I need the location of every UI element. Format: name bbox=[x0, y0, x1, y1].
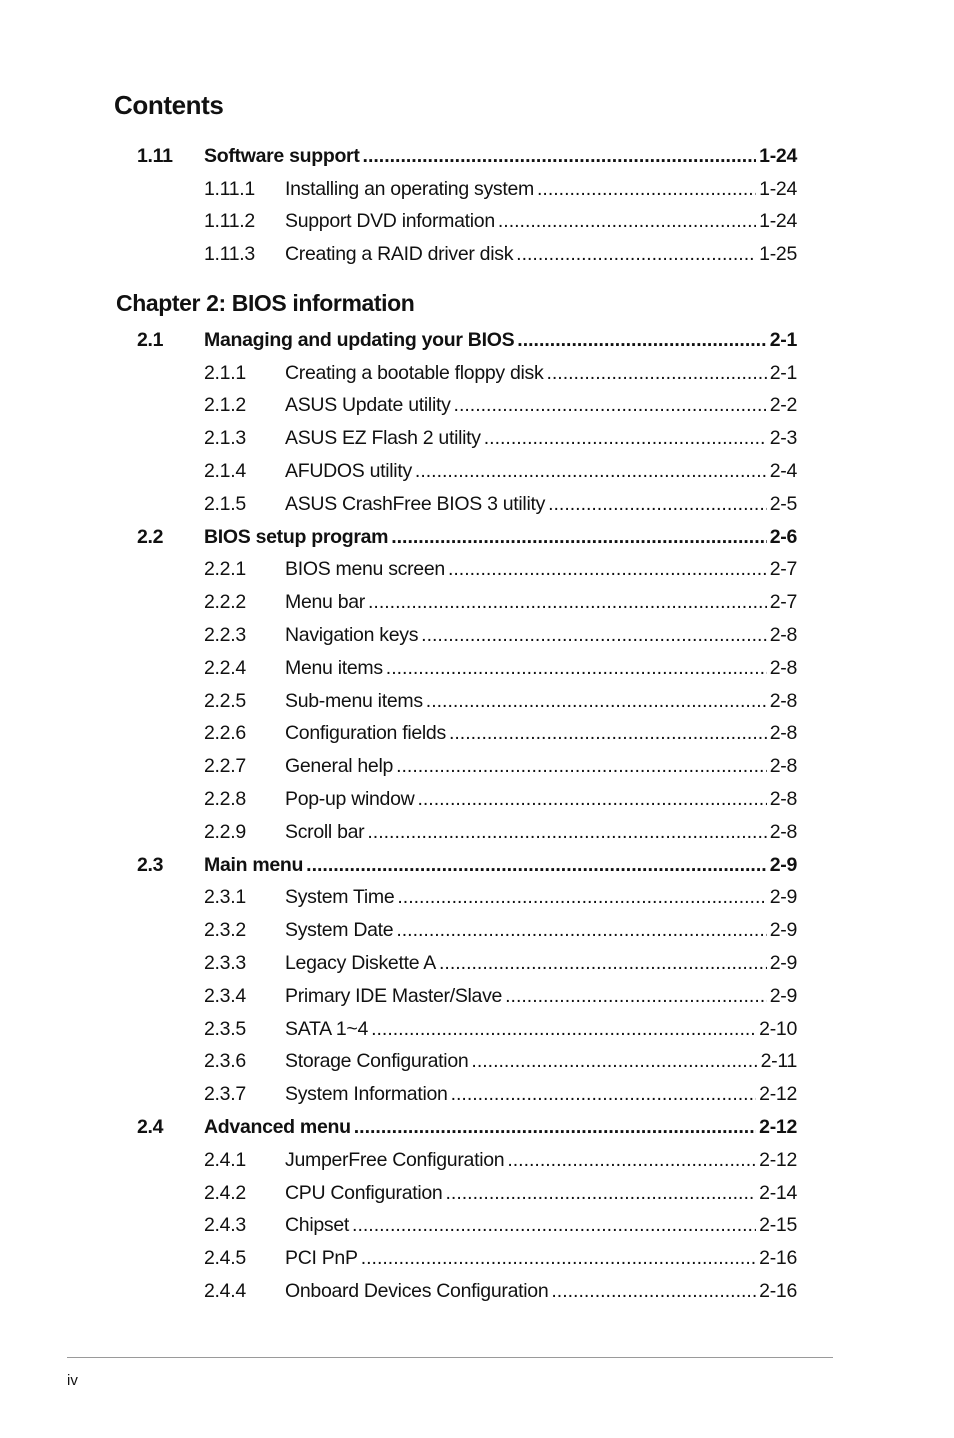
toc-entry-title: General help bbox=[285, 755, 394, 778]
toc-subsection-entry[interactable] bbox=[137, 390, 797, 423]
toc-entry-page: 2-8 bbox=[769, 624, 797, 647]
toc-subsection-entry[interactable] bbox=[137, 554, 797, 587]
toc-entry-page: 2-14 bbox=[759, 1181, 797, 1204]
toc-entry-number: 2.4.3 bbox=[204, 1214, 246, 1237]
toc-entry-page: 2-10 bbox=[759, 1017, 797, 1040]
dot-leader bbox=[454, 394, 767, 417]
dot-leader bbox=[391, 526, 766, 549]
toc-subsection-entry[interactable] bbox=[137, 1013, 797, 1046]
toc-entry-title: Configuration fields bbox=[285, 722, 446, 745]
dot-leader bbox=[498, 210, 756, 233]
toc-entry-title: Scroll bar bbox=[285, 820, 365, 843]
toc-entry-title: JumperFree Configuration bbox=[285, 1148, 505, 1171]
toc-entry-number: 2.1.1 bbox=[204, 361, 246, 384]
toc-entry-page: 2-8 bbox=[769, 820, 797, 843]
toc-entry-page: 2-8 bbox=[769, 755, 797, 778]
dot-leader bbox=[449, 722, 767, 745]
dot-leader bbox=[505, 985, 767, 1008]
toc-entry-page: 2-12 bbox=[759, 1083, 797, 1106]
toc-entry-page: 2-9 bbox=[769, 886, 797, 909]
dot-leader bbox=[471, 1050, 757, 1073]
chapter-heading: Chapter 2: BIOS information bbox=[116, 290, 415, 316]
toc-subsection-entry[interactable] bbox=[137, 586, 797, 619]
toc-entry-page: 2-2 bbox=[769, 394, 797, 417]
toc-subsection-entry[interactable] bbox=[137, 1046, 797, 1079]
toc-entry-page: 2-12 bbox=[759, 1148, 797, 1171]
toc-section-entry[interactable] bbox=[137, 849, 797, 882]
footer-divider bbox=[67, 1357, 833, 1358]
toc-entry-title: Managing and updating your BIOS bbox=[204, 328, 515, 351]
toc-entry-title: System Time bbox=[285, 886, 395, 909]
toc-entry-page: 2-3 bbox=[769, 427, 797, 450]
toc-subsection-entry[interactable] bbox=[137, 783, 797, 816]
toc-entry-number: 1.11 bbox=[137, 144, 173, 167]
toc-subsection-entry[interactable] bbox=[137, 718, 797, 751]
dot-leader bbox=[397, 886, 766, 909]
toc-subsection-entry[interactable] bbox=[137, 173, 797, 206]
toc-entry-page: 2-12 bbox=[759, 1116, 797, 1139]
toc-chapter-2 bbox=[137, 324, 797, 1308]
toc-entry-page: 2-16 bbox=[759, 1280, 797, 1302]
toc-entry-title: AFUDOS utility bbox=[285, 460, 412, 483]
toc-entry-title: Software support bbox=[204, 144, 360, 167]
toc-entry-title: Advanced menu bbox=[204, 1116, 351, 1139]
toc-entry-title: ASUS EZ Flash 2 utility bbox=[285, 427, 481, 450]
dot-leader bbox=[548, 493, 767, 516]
toc-entry-page: 2-9 bbox=[769, 919, 797, 942]
page-title: Contents bbox=[114, 90, 224, 120]
toc-subsection-entry[interactable] bbox=[137, 1275, 797, 1308]
dot-leader bbox=[361, 1247, 756, 1270]
toc-entry-page: 1-24 bbox=[759, 177, 797, 200]
toc-entry-title: BIOS menu screen bbox=[285, 558, 445, 581]
toc-entry-page: 1-25 bbox=[759, 243, 797, 266]
toc-entry-page: 2-1 bbox=[769, 328, 797, 351]
toc-entry-page: 2-8 bbox=[769, 788, 797, 811]
dot-leader bbox=[417, 788, 766, 811]
toc-entry-page: 2-9 bbox=[769, 984, 797, 1007]
toc-section-entry[interactable] bbox=[137, 1111, 797, 1144]
toc-entry-page: 2-15 bbox=[759, 1214, 797, 1237]
toc-entry-number: 2.2 bbox=[137, 525, 164, 548]
toc-entry-number: 2.2.7 bbox=[204, 755, 246, 778]
toc-entry-number: 2.3.6 bbox=[204, 1050, 246, 1073]
toc-entry-number: 2.4.5 bbox=[204, 1247, 246, 1270]
toc-entry-page: 2-1 bbox=[769, 361, 797, 384]
dot-leader bbox=[537, 178, 756, 201]
toc-entry-title: Navigation keys bbox=[285, 624, 419, 647]
dot-leader bbox=[451, 1083, 757, 1106]
toc-section-entry[interactable] bbox=[137, 521, 797, 554]
page-number: iv bbox=[67, 1372, 78, 1389]
toc-entry-number: 2.2.1 bbox=[204, 558, 246, 581]
toc-entry-number: 2.2.9 bbox=[204, 820, 246, 843]
toc-entry-number: 2.1.4 bbox=[204, 460, 246, 483]
dot-leader bbox=[517, 329, 766, 352]
toc-entry-number: 2.3.4 bbox=[204, 984, 246, 1007]
dot-leader bbox=[415, 460, 767, 483]
dot-leader bbox=[445, 1182, 756, 1205]
toc-entry-number: 2.1.3 bbox=[204, 427, 246, 450]
dot-leader bbox=[421, 624, 767, 647]
toc-entry-number: 2.3.7 bbox=[204, 1083, 246, 1106]
dot-leader bbox=[396, 755, 767, 778]
toc-entry-number: 2.4.4 bbox=[204, 1280, 246, 1302]
dot-leader bbox=[352, 1214, 756, 1237]
toc-subsection-entry[interactable] bbox=[137, 816, 797, 849]
toc-entry-number: 2.2.6 bbox=[204, 722, 246, 745]
toc-entry-number: 2.2.5 bbox=[204, 689, 246, 712]
dot-leader bbox=[484, 427, 767, 450]
toc-entry-title: Main menu bbox=[204, 853, 304, 876]
toc-entry-title: System Information bbox=[285, 1083, 448, 1106]
toc-entry-number: 2.3.5 bbox=[204, 1017, 246, 1040]
dot-leader bbox=[448, 558, 767, 581]
toc-entry-title: System Date bbox=[285, 919, 394, 942]
toc-entry-title: SATA 1~4 bbox=[285, 1017, 369, 1040]
toc-entry-page: 2-8 bbox=[769, 656, 797, 679]
toc-subsection-entry[interactable] bbox=[137, 750, 797, 783]
dot-leader bbox=[426, 690, 767, 713]
toc-entry-title: CPU Configuration bbox=[285, 1181, 443, 1204]
toc-entry-page: 2-16 bbox=[759, 1247, 797, 1270]
toc-entry-page: 2-7 bbox=[769, 558, 797, 581]
toc-entry-title: Storage Configuration bbox=[285, 1050, 469, 1073]
dot-leader bbox=[439, 952, 767, 975]
toc-entry-number: 2.2.8 bbox=[204, 788, 246, 811]
toc-section-entry[interactable] bbox=[137, 324, 797, 357]
toc-entry-title: Menu bar bbox=[285, 591, 365, 614]
toc-entry-page: 2-7 bbox=[769, 591, 797, 614]
toc-entry-number: 2.1.5 bbox=[204, 492, 246, 515]
toc-entry-number: 2.4.2 bbox=[204, 1181, 246, 1204]
toc-entry-page: 2-9 bbox=[769, 952, 797, 975]
dot-leader bbox=[367, 821, 766, 844]
toc-subsection-entry[interactable] bbox=[137, 882, 797, 915]
toc-entry-number: 1.11.1 bbox=[204, 177, 255, 200]
toc-entry-page: 2-5 bbox=[769, 492, 797, 515]
dot-leader bbox=[546, 362, 766, 385]
toc-entry-page: 2-6 bbox=[769, 525, 797, 548]
toc-entry-number: 2.2.3 bbox=[204, 624, 246, 647]
toc-entry-title: Support DVD information bbox=[285, 210, 495, 233]
dot-leader bbox=[507, 1149, 756, 1172]
dot-leader bbox=[516, 243, 756, 266]
toc-entry-title: PCI PnP bbox=[285, 1247, 358, 1270]
dot-leader bbox=[396, 919, 766, 942]
toc-entry-number: 2.1 bbox=[137, 328, 164, 351]
toc-section-1-11 bbox=[137, 140, 797, 271]
toc-subsection-entry[interactable] bbox=[137, 455, 797, 488]
toc-entry-title: Legacy Diskette A bbox=[285, 952, 436, 975]
toc-entry-number: 2.3 bbox=[137, 853, 164, 876]
toc-entry-page: 2-8 bbox=[769, 689, 797, 712]
toc-entry-title: Chipset bbox=[285, 1214, 350, 1237]
dot-leader bbox=[306, 854, 767, 877]
toc-entry-number: 1.11.2 bbox=[204, 210, 255, 233]
toc-entry-number: 2.3.1 bbox=[204, 886, 246, 909]
toc-subsection-entry[interactable] bbox=[137, 980, 797, 1013]
toc-entry-number: 2.2.2 bbox=[204, 591, 246, 614]
toc-subsection-entry[interactable] bbox=[137, 947, 797, 980]
toc-entry-title: Onboard Devices Configuration bbox=[285, 1280, 549, 1302]
toc-entry-number: 2.3.2 bbox=[204, 919, 246, 942]
toc-subsection-entry[interactable] bbox=[137, 1144, 797, 1177]
dot-leader bbox=[363, 145, 757, 168]
toc-subsection-entry[interactable] bbox=[137, 1210, 797, 1243]
dot-leader bbox=[368, 591, 767, 614]
toc-subsection-entry[interactable] bbox=[137, 685, 797, 718]
toc-entry-page: 2-9 bbox=[769, 853, 797, 876]
toc-subsection-entry[interactable] bbox=[137, 652, 797, 685]
toc-subsection-entry[interactable] bbox=[137, 914, 797, 947]
toc-entry-title: ASUS Update utility bbox=[285, 394, 451, 417]
toc-entry-title: Sub-menu items bbox=[285, 689, 423, 712]
toc-subsection-entry[interactable] bbox=[137, 422, 797, 455]
toc-entry-number: 2.1.2 bbox=[204, 394, 246, 417]
toc-entry-page: 1-24 bbox=[759, 210, 797, 233]
toc-subsection-entry[interactable] bbox=[137, 1078, 797, 1111]
toc-entry-page: 2-8 bbox=[769, 722, 797, 745]
dot-leader bbox=[386, 657, 767, 680]
toc-entry-page: 2-11 bbox=[760, 1050, 797, 1073]
toc-entry-number: 2.4.1 bbox=[204, 1148, 246, 1171]
toc-entry-title: BIOS setup program bbox=[204, 525, 389, 548]
toc-subsection-entry[interactable] bbox=[137, 1242, 797, 1275]
toc-entry-number: 2.4 bbox=[137, 1116, 164, 1139]
dot-leader bbox=[551, 1280, 756, 1303]
toc-entry-number: 1.11.3 bbox=[204, 243, 255, 266]
dot-leader bbox=[354, 1116, 756, 1139]
toc-subsection-entry[interactable] bbox=[137, 1177, 797, 1210]
toc-entry-title: Primary IDE Master/Slave bbox=[285, 984, 503, 1007]
toc-section-entry[interactable] bbox=[137, 140, 797, 173]
toc-subsection-entry[interactable] bbox=[137, 238, 797, 271]
toc-entry-title: Pop-up window bbox=[285, 788, 415, 811]
toc-entry-number: 2.3.3 bbox=[204, 952, 246, 975]
dot-leader bbox=[371, 1018, 756, 1041]
toc-entry-title: Creating a RAID driver disk bbox=[285, 243, 514, 266]
toc-entry-title: Creating a bootable floppy disk bbox=[285, 361, 544, 384]
toc-subsection-entry[interactable] bbox=[137, 357, 797, 390]
toc-subsection-entry[interactable] bbox=[137, 619, 797, 652]
toc-entry-number: 2.2.4 bbox=[204, 656, 246, 679]
toc-entry-title: ASUS CrashFree BIOS 3 utility bbox=[285, 492, 546, 515]
toc-subsection-entry[interactable] bbox=[137, 488, 797, 521]
toc-entry-page: 1-24 bbox=[759, 144, 797, 167]
toc-subsection-entry[interactable] bbox=[137, 206, 797, 239]
toc-entry-title: Menu items bbox=[285, 656, 383, 679]
toc-entry-page: 2-4 bbox=[769, 460, 797, 483]
toc-entry-title: Installing an operating system bbox=[285, 177, 534, 200]
